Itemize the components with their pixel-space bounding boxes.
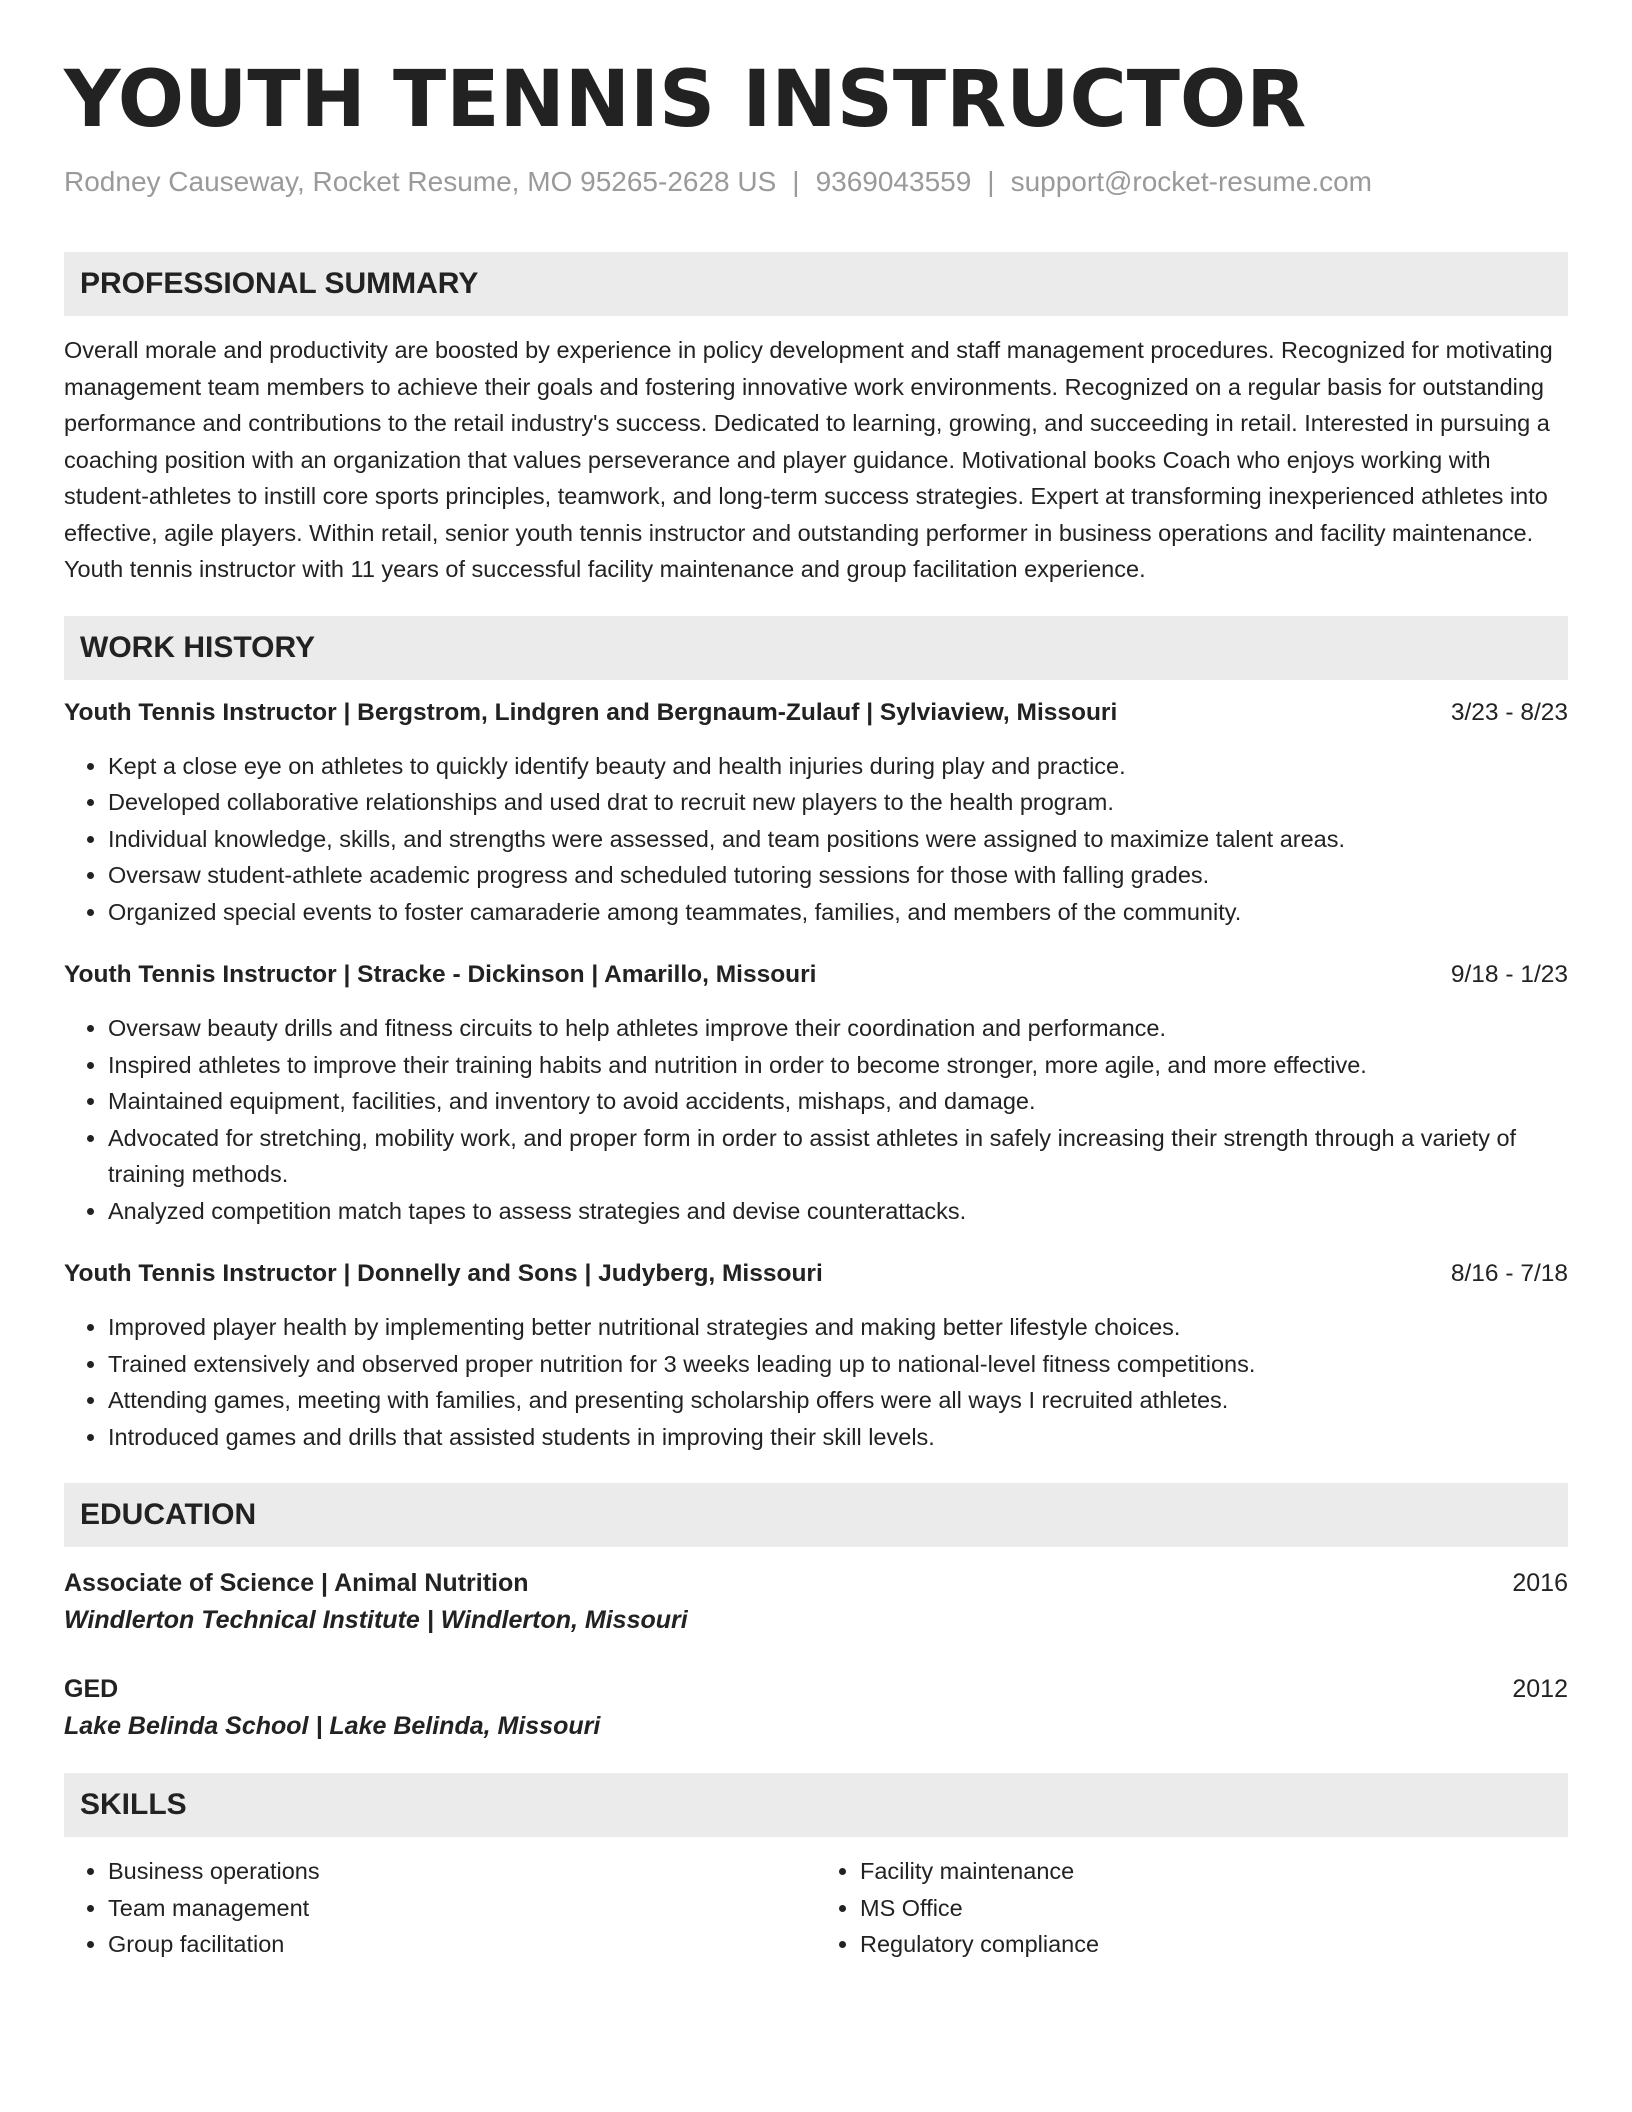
- job-dates: 9/18 - 1/23: [1450, 961, 1568, 988]
- list-item: • Advocated for stretching, mobility work, and proper form in order to assist athletes in safely increasing their strength through a variety of training methods.: [108, 1120, 1568, 1193]
- list-item: • Regulatory compliance: [860, 1926, 1568, 1963]
- list-item: • Oversaw student-athlete academic progress and scheduled tutoring sessions for those with falling grades.: [108, 857, 1568, 894]
- job-title: Youth Tennis Instructor | Bergstrom, Lindgren and Bergnaum-Zulauf | Sylviaview, Missouri: [64, 698, 1118, 726]
- job-header: [64, 1257, 1568, 1291]
- job-entry: [64, 696, 1568, 931]
- list-item: • Inspired athletes to improve their training habits and nutrition in order to become stronger, more agile, and more effective.: [108, 1047, 1568, 1084]
- job-title: Youth Tennis Instructor | Donnelly and Sons | Judyberg, Missouri: [64, 1260, 823, 1287]
- education-school: Windlerton Technical Institute | Windlerton, Missouri: [64, 1606, 688, 1634]
- education-school: Lake Belinda School | Lake Belinda, Missouri: [64, 1712, 601, 1740]
- education-year: 2016: [1512, 1569, 1568, 1597]
- skills-column-left: [64, 1853, 816, 1963]
- job-bullets: [64, 1309, 1568, 1455]
- skills-list: [64, 1853, 1568, 1963]
- list-item: • MS Office: [860, 1890, 1568, 1927]
- section-heading-education: EDUCATION: [64, 1483, 1568, 1547]
- list-item: • Attending games, meeting with families, and presenting scholarship offers were all ways I recruited athletes.: [108, 1382, 1568, 1419]
- contact-separator: |: [792, 166, 800, 197]
- list-item: • Introduced games and drills that assisted students in improving their skill levels.: [108, 1419, 1568, 1456]
- education-header: [64, 1565, 1568, 1601]
- list-item: • Oversaw beauty drills and fitness circuits to help athletes improve their coordination and performance.: [108, 1010, 1568, 1047]
- job-entry: [64, 1257, 1568, 1455]
- job-header: [64, 958, 1568, 992]
- list-item: • Analyzed competition match tapes to assess strategies and devise counterattacks.: [108, 1193, 1568, 1230]
- list-item: • Maintained equipment, facilities, and inventory to avoid accidents, mishaps, and damage.: [108, 1083, 1568, 1120]
- skills-column-right: [816, 1853, 1568, 1963]
- section-heading-work-history: WORK HISTORY: [64, 616, 1568, 680]
- education-header: [64, 1671, 1568, 1707]
- job-bullets: [64, 1010, 1568, 1229]
- contact-address: Rodney Causeway, Rocket Resume, MO 95265-2628 US: [64, 166, 777, 197]
- education-entry: [64, 1671, 1568, 1745]
- page-title: YOUTH TENNIS INSTRUCTOR: [64, 55, 1307, 145]
- list-item: • Facility maintenance: [860, 1853, 1568, 1890]
- education-year: 2012: [1512, 1675, 1568, 1703]
- education-degree: Associate of Science | Animal Nutrition: [64, 1569, 529, 1597]
- list-item: • Team management: [108, 1890, 816, 1927]
- list-item: • Business operations: [108, 1853, 816, 1890]
- list-item: • Organized special events to foster camaraderie among teammates, families, and members of the community.: [108, 894, 1568, 931]
- list-item: • Kept a close eye on athletes to quickly identify beauty and health injuries during play and practice.: [108, 748, 1568, 785]
- contact-email: support@rocket-resume.com: [1010, 166, 1373, 197]
- education-entry: [64, 1565, 1568, 1639]
- list-item: • Individual knowledge, skills, and strengths were assessed, and team positions were assigned to maximize talent areas.: [108, 821, 1568, 858]
- section-heading-skills: SKILLS: [64, 1773, 1568, 1837]
- list-item: • Trained extensively and observed proper nutrition for 3 weeks leading up to national-level fitness competitions.: [108, 1346, 1568, 1383]
- list-item: • Improved player health by implementing better nutritional strategies and making better lifestyle choices.: [108, 1309, 1568, 1346]
- contact-line: [64, 164, 1568, 200]
- job-title: Youth Tennis Instructor | Stracke - Dickinson | Amarillo, Missouri: [64, 961, 817, 988]
- section-heading-summary: PROFESSIONAL SUMMARY: [64, 252, 1568, 316]
- job-bullets: [64, 748, 1568, 931]
- job-dates: 3/23 - 8/23: [1450, 698, 1568, 726]
- contact-phone: 9369043559: [815, 166, 972, 197]
- summary-text: Overall morale and productivity are boosted by experience in policy development and staff management procedures. Recognized for motivating management team members to achieve their goals and fostering innovative work environments. Recognized on a regular basis for outstanding performance and contributions to the retail industry's success. Dedicated to learning, growing, and succeeding in retail. Interested in pursuing a coaching position with an organization that values perseverance and player guidance. Motivational books Coach who enjoys working with student-athletes to instill core sports principles, teamwork, and long-term success strategies. Expert at transforming inexperienced athletes into effective, agile players. Within retail, senior youth tennis instructor and outstanding performer in business operations and facility maintenance. Youth tennis instructor with 11 years of successful facility maintenance and group facilitation experience.: [64, 337, 1553, 582]
- job-dates: 8/16 - 7/18: [1450, 1260, 1568, 1287]
- list-item: • Group facilitation: [108, 1926, 816, 1963]
- list-item: • Developed collaborative relationships and used drat to recruit new players to the health program.: [108, 784, 1568, 821]
- job-entry: [64, 958, 1568, 1229]
- resume-page: [64, 52, 1568, 1963]
- job-header: [64, 696, 1568, 730]
- contact-separator: |: [987, 166, 995, 197]
- education-degree: GED: [64, 1675, 119, 1703]
